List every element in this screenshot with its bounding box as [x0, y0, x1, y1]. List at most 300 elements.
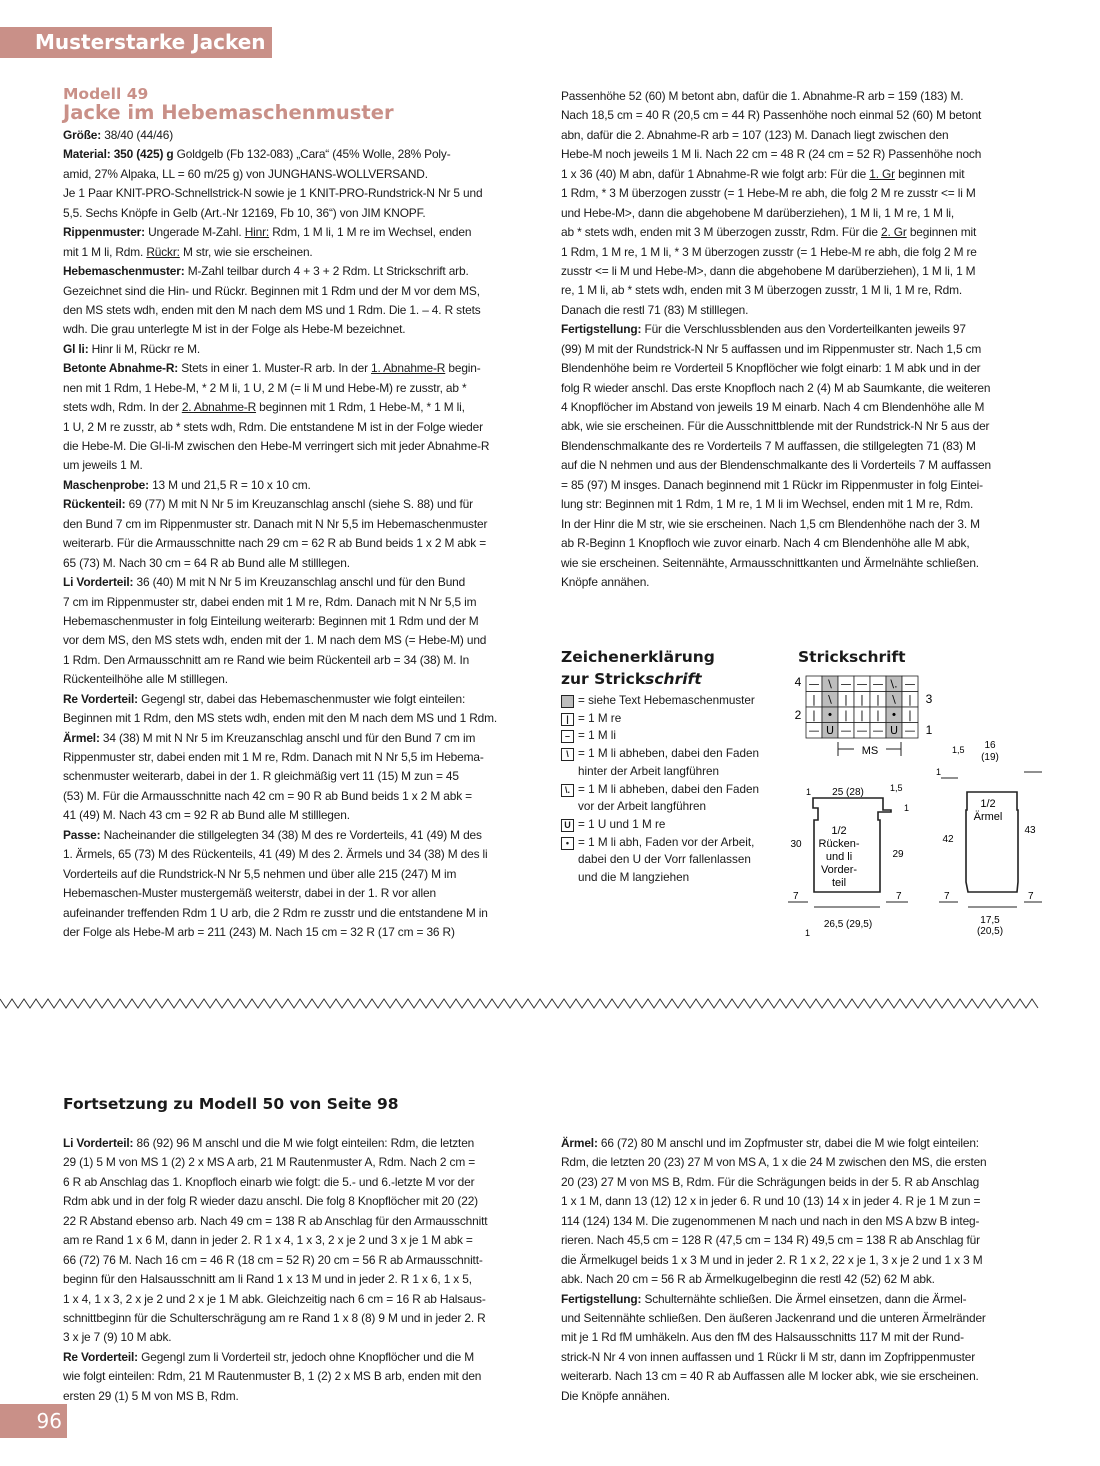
text-line — [63, 554, 541, 573]
text-line — [63, 806, 541, 825]
text-line — [63, 165, 541, 184]
text-line — [63, 262, 541, 281]
body-label-2: Rücken- — [818, 838, 860, 850]
text-line — [561, 573, 1041, 592]
text-run: Gegengl str, dabei das Hebemaschenmuster wie folgt einteilen: — [138, 691, 466, 706]
text-line — [63, 573, 541, 592]
text-run: 3 x je 7 (9) 10 M abk. — [63, 1330, 172, 1345]
text-run: M str, wie sie erscheinen. — [179, 244, 313, 259]
body-schematic — [788, 783, 909, 938]
chart-cell-symbol: \. — [890, 677, 898, 691]
text-line — [561, 184, 1041, 203]
text-run: Passenhöhe 52 (60) M betont abn, dafür die 1. Abnahme-R arb = 159 (183) M. — [561, 89, 964, 103]
text-run: zusstr <= li M und Hebe-M>, dann die abgehobene M darüberziehen), 1 M li, 1 M — [561, 263, 976, 278]
text-run: 29 (1) 5 M von MS 1 (2) 2 x MS A arb, 21 M Rautenmuster A, Rdm. Nach 2 cm = — [63, 1155, 476, 1170]
term-label: Hebemaschenmuster: — [63, 264, 185, 279]
chart-cell-symbol: — — [840, 677, 852, 691]
term-label: Li Vorderteil: — [63, 1136, 134, 1150]
text-line — [561, 417, 1041, 436]
text-run: 1 Rdm, * 3 M überzogen zusstr (= 1 Hebe-M re abh, die folg 2 M re zusstr <= li M — [561, 186, 976, 201]
term-label: Fertigstellung: — [561, 1291, 642, 1306]
continuation-left-column — [63, 1134, 541, 1406]
text-run: Blendenschmalkante des re Vorderteils 7 M auffassen, die stillgelegten 71 (83) M — [561, 438, 976, 453]
legend-item-text: = 1 M li — [578, 729, 616, 743]
legend-list — [561, 692, 791, 887]
text-line — [63, 729, 541, 748]
legend-title — [561, 646, 715, 690]
text-run: 1 x 36 (40) M abn, dafür 1 Abnahme-R wie folgt arb: Für die — [561, 166, 870, 181]
legend-item — [561, 727, 791, 745]
body-top-width: 25 (28) — [832, 787, 864, 798]
sleeve-right-rib: 7 — [1028, 891, 1034, 902]
text-line — [63, 631, 541, 650]
vertical-bar-icon: | — [561, 713, 574, 726]
text-line — [63, 340, 541, 359]
text-run: Je 1 Paar KNIT-PRO-Schnellstrick-N sowie je 1 KNIT-PRO-Rundstrick-N Nr 5 und — [63, 186, 483, 201]
text-run: Rippenmuster str, dabei enden mit 1 M re, Rdm. Danach mit N Nr 5,5 im Hebema- — [63, 750, 484, 764]
row-label-3: 3 — [925, 692, 933, 706]
text-run: um jeweils 1 M. — [63, 458, 143, 473]
text-line — [63, 826, 541, 845]
text-line — [63, 1387, 541, 1406]
text-line — [561, 1192, 1041, 1211]
text-run: Goldgelb (Fb 132-083) „Cara“ (45% Wolle, 28% Poly- — [173, 147, 451, 162]
text-run: 6 R ab Anschlag das 1. Knopfloch einarb wie folgt: die 5.- und 6.-letzte M vor der — [63, 1174, 475, 1189]
chart-cell-symbol: | — [812, 693, 816, 706]
continuation-heading: Fortsetzung zu Modell 50 von Seite 98 — [63, 1095, 399, 1113]
sleeve-right-height: 43 — [1024, 825, 1036, 836]
text-run: 36 (40) M mit N Nr 5 im Kreuzanschlag anschl und für den Bund — [133, 575, 466, 590]
legend-item-text: vor der Arbeit langführen — [578, 800, 706, 814]
text-run: abk. Nach 20 cm = 56 R ab Ärmelkugelbeginn die restl 42 (52) 62 M abk. — [561, 1272, 935, 1287]
chart-cell-symbol: — — [872, 724, 884, 737]
sleeve-schematic — [936, 740, 1042, 937]
text-run: am re Rand 1 x 6 M, dann in jeder 2. R 1 x 4, 1 x 3, 2 x je 2 und 3 x je 1 M abk = — [63, 1233, 473, 1248]
text-line — [561, 1153, 1041, 1172]
text-line — [63, 884, 541, 903]
text-run: Hebemaschen-Muster mustergemäß weiterstr, dabei in der 1. R vor allen — [63, 886, 436, 901]
text-line — [561, 243, 1041, 262]
row-label-1: 1 — [925, 723, 933, 737]
legend-item — [561, 710, 791, 728]
term-label: Li Vorderteil: — [63, 575, 134, 590]
model-title: Jacke im Hebemaschenmuster — [63, 101, 394, 124]
row-label-2: 2 — [794, 708, 802, 722]
text-line — [63, 437, 541, 456]
text-line — [561, 87, 1041, 106]
text-run: strick-N Nr 4 von innen auffassen und 1 Rückr li M str, dann im Zopfrippenmuster — [561, 1349, 976, 1364]
text-run: vor dem MS, den MS stets wdh, enden mit der 1. M nach dem MS (= Hebe-M) und — [63, 633, 487, 648]
zigzag-divider — [0, 996, 1100, 1010]
sleeve-label-1: 1/2 — [980, 798, 996, 810]
legend-title-line2 — [561, 668, 715, 690]
text-line — [63, 787, 541, 806]
text-run: aufeinander treffenden Rdm 1 U arb, die 2 Rdm re zusstr und die entstandene M in — [63, 905, 488, 920]
body-right-rib: 7 — [896, 891, 902, 902]
term-label: Ärmel: — [561, 1136, 598, 1150]
text-line — [63, 534, 541, 553]
text-line — [63, 1309, 541, 1328]
body-left-height: 30 — [790, 839, 802, 850]
chart-cell-symbol: | — [908, 708, 912, 722]
text-run: 1 x 1 M, dann 13 (12) 12 x in jeder 6. R und 10 (13) 14 x in jeder 4. R je 1 M zun = — [561, 1194, 981, 1209]
text-run: den MS stets wdh, enden mit den M nach dem MS und 1 Rdm. Die 1. – 4. R stets — [63, 302, 481, 317]
text-line — [63, 1153, 541, 1172]
text-line — [63, 767, 541, 786]
text-run: schnittbeginn für die Schulterschrägung am re Rand 1 x 8 (8) 9 M und in jeder 2. R — [63, 1310, 486, 1325]
legend-title-prefix: zur Strick — [561, 670, 646, 688]
text-run: und Hebe-M>, dann die abgehobene M darüberziehen), 1 M li, 1 M re, 1 M li, — [561, 205, 955, 220]
chart-cell-symbol: — — [856, 724, 868, 737]
body-top-step: 1 — [904, 803, 910, 813]
chart-cell-symbol: | — [876, 708, 880, 722]
chart-cell-symbol: \ — [828, 677, 832, 691]
chart-cell-symbol: — — [840, 724, 852, 737]
text-line — [561, 554, 1041, 573]
legend-title-suffix: schrift — [645, 670, 702, 688]
text-run: Rdm, die letzten 20 (23) 27 M von MS A, 1 x die 24 M zwischen den MS, die ersten — [561, 1155, 987, 1170]
text-line — [63, 184, 541, 203]
sleeve-label-2: Ärmel — [973, 811, 1003, 823]
text-line — [561, 1290, 1041, 1309]
text-line — [561, 534, 1041, 553]
text-line — [561, 126, 1041, 145]
legend-item-text: = 1 M li abheben, dabei den Faden — [578, 782, 759, 796]
chart-title: Strickschrift — [798, 648, 906, 666]
text-run: Blendenhöhe beim re Vorderteil 5 Knopflöcher wie folgt einarb: 1 M abk und in der — [561, 361, 981, 376]
sleeve-left-rib: 7 — [944, 891, 950, 902]
sleeve-bottom: 17,5 — [980, 915, 1000, 926]
body-left-rib: 7 — [793, 891, 799, 902]
u-icon: U — [561, 819, 574, 832]
text-run: 66 (72) 80 M anschl und im Zopfmuster str, dabei die M wie folgt einteilen: — [597, 1136, 979, 1150]
text-run: der Folge als Hebe-M arb = 211 (243) M. Nach 15 cm = 32 R (17 cm = 36 R) — [63, 924, 455, 939]
text-line — [561, 262, 1041, 281]
text-line — [63, 1251, 541, 1270]
chart-cell-symbol: \ — [892, 693, 896, 706]
legend-item — [561, 745, 791, 780]
chart-cell-symbol: | — [860, 708, 864, 722]
text-run: 1 x 4, 1 x 3, 2 x je 2 und 2 x je 1 M abk. Gleichzeitig nach 6 cm = 16 R ab Halsaus- — [63, 1291, 486, 1306]
text-line — [561, 495, 1041, 514]
section-banner: Musterstarke Jacken — [0, 27, 272, 58]
text-line — [561, 379, 1041, 398]
text-run: 1 Rdm. Den Armausschnitt am re Rand wie beim Rückenteil arb = 34 (38) M. In — [63, 652, 470, 667]
text-line — [561, 515, 1041, 534]
text-line — [63, 223, 541, 242]
body-label-4: Vorder- — [820, 864, 858, 876]
text-line — [63, 243, 541, 262]
term-label: Maschenprobe: — [63, 477, 149, 492]
text-run: 5,5. Sechs Knöpfe in Gelb (Art.-Nr 12169, Fb 10, 36“) von JIM KNOPF. — [63, 205, 426, 220]
text-run: und Seitennähte schließen. Den äußeren Jackenrand und die unteren Ärmelränder — [561, 1310, 986, 1325]
legend-title-line1: Zeichenerklärung — [561, 648, 715, 666]
text-run: die Ärmelkugel beids 1 x 3 M und in jeder 2. R 1 x 2, 22 x je 1, 3 x je 2 und 1 x 3 M — [561, 1252, 983, 1267]
text-run: Rdm, 1 M li, 1 M re im Wechsel, enden — [269, 225, 472, 240]
chart-grid — [806, 676, 918, 738]
text-line — [63, 1212, 541, 1231]
text-run: mit je 1 Rd fM umhäkeln. Aus den fM des Halsausschnitts 117 M mit der Rund- — [561, 1330, 964, 1345]
chart-cell-symbol: | — [812, 708, 816, 722]
body-top-step-left: 1 — [806, 787, 812, 797]
legend-item — [561, 834, 791, 887]
text-run: 1 U, 2 M re zusstr, ab * stets wdh, Rdm. Die entstandene M ist in der Folge wieder — [63, 419, 483, 434]
text-run: wie folgt einteilen: Rdm, 21 M Rautenmuster B, 1 (2) 2 x MS B arb, enden mit den — [63, 1369, 482, 1384]
text-run: 38/40 (44/46) — [101, 128, 174, 142]
text-run: 69 (77) M mit N Nr 5 im Kreuzanschlag anschl (siehe S. 88) und für — [125, 497, 473, 512]
underlined-term: Rückr: — [146, 244, 180, 259]
chart-cell-symbol: \ — [828, 693, 832, 706]
legend-item-text: = 1 M li abh, Faden vor der Arbeit, — [578, 835, 755, 849]
legend-item — [561, 816, 791, 834]
text-line — [561, 359, 1041, 378]
text-run: 22 R Abstand ebenso arb. Nach 49 cm = 138 R ab Anschlag für den Armausschnitt — [63, 1213, 488, 1228]
text-line — [63, 1367, 541, 1386]
sleeve-top-sub: (19) — [981, 752, 999, 763]
text-run: In der Hinr die M str, wie sie erscheinen. Nach 1,5 cm Blendenhöhe nach der 3. M — [561, 516, 980, 531]
text-line — [63, 320, 541, 339]
chart-cell-symbol: — — [872, 677, 884, 691]
legend-item-text: dabei den U der Vorr fallenlassen — [578, 853, 751, 867]
text-run: begin- — [445, 361, 481, 376]
term-label: Rückenteil: — [63, 497, 126, 512]
legend-item-text: = 1 M li abheben, dabei den Faden — [578, 747, 759, 761]
text-line — [63, 593, 541, 612]
text-line — [63, 301, 541, 320]
model-number: Modell 49 — [63, 85, 149, 103]
chart-cell-symbol: — — [856, 677, 868, 691]
chart-cell-symbol: | — [844, 693, 848, 706]
term-label: Rippenmuster: — [63, 225, 145, 240]
diagonal-icon: \ — [561, 748, 574, 761]
text-line — [63, 145, 541, 164]
chart-cell-symbol: • — [890, 708, 898, 722]
text-line — [561, 1367, 1041, 1386]
term-label: Re Vorderteil: — [63, 691, 138, 706]
text-line — [561, 1251, 1041, 1270]
text-run: amid, 27% Alpaka, LL = 60 m/25 g) von JUNGHANS-WOLLVERSAND. — [63, 166, 428, 181]
text-line — [561, 1387, 1041, 1406]
legend-item-text: = siehe Text Hebemaschenmuster — [578, 694, 755, 707]
text-run: (53) M. Für die Armausschnitte nach 42 cm = 90 R ab Bund beids 1 x 2 M abk = — [63, 788, 472, 803]
chart-cell-symbol: — — [904, 724, 916, 737]
sleeve-top-step: 1 — [936, 767, 942, 777]
text-line — [63, 126, 541, 145]
text-line — [561, 320, 1041, 339]
text-line — [561, 456, 1041, 475]
text-line — [63, 204, 541, 223]
text-run: weiterarb. Nach 13 cm = 40 R ab Auffassen alle M locker abk, wie sie erscheinen. — [561, 1369, 979, 1384]
text-line — [63, 865, 541, 884]
horizontal-bar-icon: – — [561, 730, 574, 743]
underlined-term: Hinr: — [244, 225, 270, 240]
underlined-term: 2. Abnahme-R — [181, 400, 257, 415]
text-line — [63, 651, 541, 670]
text-line — [561, 1173, 1041, 1192]
text-run: = 85 (97) M insges. Danach beginnend mit 1 Rückr im Rippenmuster in folg Eintei- — [561, 477, 983, 492]
text-line — [63, 515, 541, 534]
text-line — [561, 437, 1041, 456]
chart-cell-symbol: U — [825, 724, 835, 737]
text-line — [63, 904, 541, 923]
text-run: die Hebe-M. Die Gl-li-M zwischen den Hebe-M verringert sich mit jeder Abnahme-R — [63, 439, 490, 453]
text-line — [63, 748, 541, 767]
text-line — [63, 1231, 541, 1250]
text-run: 1. Ärmels, 65 (73) M des Rückenteils, 41 (49) M des 2. Ärmels und 34 (38) M des li — [63, 847, 488, 862]
body-bottom-step: 1 — [805, 928, 811, 938]
text-run: Stets in einer 1. Muster-R arb. In der — [178, 361, 372, 376]
term-label: Material: 350 (425) g — [63, 147, 174, 162]
text-run: lung str: Beginnen mit 1 Rdm, 1 M re, 1 M li im Wechsel, enden mit 1 M re, Rdm. — [561, 497, 974, 512]
text-run: Knöpfe annähen. — [561, 574, 650, 589]
legend-item — [561, 781, 791, 816]
term-label: Größe: — [63, 128, 102, 142]
text-line — [63, 379, 541, 398]
text-run: beginn für den Halsausschnitt am li Rand 1 x 13 M und in jeder 2. R 1 x 6, 1 x 5, — [63, 1272, 472, 1287]
text-run: stets wdh, Rdm. In der — [63, 400, 182, 415]
text-run: schenmuster weiterarb, dabei in der 1. R gleichmäßig vert 11 (15) M zun = 45 — [63, 769, 459, 784]
body-label-5: teil — [831, 877, 847, 889]
text-line — [63, 1134, 541, 1153]
text-run: Hebemaschenmuster in folg Einteilung weiterarb: Beginnen mit 1 Rdm und der M — [63, 613, 479, 628]
term-label: Gl li: — [63, 341, 89, 356]
instructions-right-column — [561, 87, 1041, 592]
text-run: Nacheinander die stillgelegten 34 (38) M des re Vorderteils, 41 (49) M des — [100, 827, 482, 842]
text-run: (99) M mit der Rundstrick-N Nr 5 auffassen und im Rippenmuster str. Nach 1,5 cm — [561, 341, 982, 356]
text-line — [561, 1309, 1041, 1328]
text-line — [63, 359, 541, 378]
body-label-3: und li — [825, 851, 853, 863]
text-run: 13 M und 21,5 R = 10 x 10 cm. — [148, 477, 311, 492]
text-line — [561, 476, 1041, 495]
body-right-height: 29 — [892, 849, 904, 860]
underlined-term: 1. Gr — [869, 166, 895, 181]
chart-cell-symbol: • — [826, 708, 834, 722]
text-line — [63, 1328, 541, 1347]
text-run: M-Zahl teilbar durch 4 + 3 + 2 Rdm. Lt Strickschrift arb. — [184, 264, 469, 279]
text-run: 20 (23) 27 M von MS B, Rdm. Für die Schrägungen beids in der 5. R ab Anschlag — [561, 1174, 980, 1189]
text-line — [561, 301, 1041, 320]
text-line — [63, 1173, 541, 1192]
chart-cell-symbol: | — [876, 693, 880, 706]
text-run: beginnen mit — [894, 166, 965, 181]
text-run: Gezeichnet sind die Hin- und Rückr. Beginnen mit 1 Rdm und der M vor dem MS, — [63, 283, 480, 298]
text-line — [63, 495, 541, 514]
text-line — [561, 398, 1041, 417]
term-label: Ärmel: — [63, 730, 100, 745]
text-run: Hinr li M, Rückr re M. — [88, 341, 201, 356]
text-run: 7 cm im Rippenmuster str, dabei enden mit 1 M re, Rdm. Danach mit N Nr 5,5 im — [63, 594, 477, 609]
body-bottom-width: 26,5 (29,5) — [823, 919, 873, 930]
text-run: beginnen mit — [906, 225, 977, 240]
text-run: 1 Rdm, 1 M re, 1 M li, * 3 M überzogen zusstr (= 1 Hebe-M re abh, die folg 2 M re — [561, 244, 977, 259]
text-run: re, 1 M li, ab * stets wdh, enden mit 3 M überzogen zusstr, 1 M li, 1 M re, Rdm. — [561, 283, 963, 298]
row-label-4: 4 — [794, 675, 802, 689]
text-run: Rdm abk und in der folg R wieder dazu anschl. Die folg 8 Knopflöcher mit 20 (22) — [63, 1194, 478, 1209]
repeat-label: MS — [861, 745, 879, 757]
text-run: Vorderteils auf die Rundstrick-N Nr 5,5 nehmen und über alle 215 (247) M im — [63, 866, 457, 881]
legend-item-text: hinter der Arbeit langführen — [578, 764, 719, 778]
text-run: den Bund 7 cm im Rippenmuster str. Danach mit N Nr 5,5 im Hebemaschenmuster — [63, 516, 488, 531]
instructions-left-column — [63, 126, 541, 942]
text-line — [63, 1348, 541, 1367]
underlined-term: 2. Gr — [880, 225, 907, 240]
text-line — [63, 709, 541, 728]
text-run: 4 Knopflöcher im Abstand von jeweils 19 M einarb. Nach 4 cm Blendenhöhe alle M — [561, 400, 985, 414]
text-run: Nach 18,5 cm = 40 R (20,5 cm = 44 R) Passenhöhe noch einmal 52 (60) M betont — [561, 108, 982, 123]
text-line — [63, 282, 541, 301]
chart-cell-symbol: U — [889, 724, 899, 737]
text-run: abk, wie sie erscheinen. Für die Ausschnittblende mit der Rundstrick-N Nr 5 aus der — [561, 419, 990, 434]
text-run: ersten 29 (1) 5 M von MS B, Rdm. — [63, 1388, 239, 1403]
text-line — [63, 1290, 541, 1309]
text-run: Ungerade M-Zahl. — [144, 225, 245, 240]
chart-cell-symbol: — — [904, 677, 916, 691]
text-line — [561, 1328, 1041, 1347]
page-number: 96 — [0, 1404, 67, 1438]
text-run: Hebe-M noch jeweils 1 M li. Nach 22 cm = 48 R (24 cm = 52 R) Passenhöhe noch — [561, 147, 982, 162]
continuation-right-column — [561, 1134, 1041, 1406]
garment-schematic — [780, 740, 1070, 945]
text-run: rieren. Nach 45,5 cm = 128 R (47,5 cm = 134 R) 49,5 cm = 138 R ab Anschlag für — [561, 1233, 980, 1248]
text-run: 41 (49) M. Nach 43 cm = 92 R ab Bund alle M stilllegen. — [63, 808, 350, 823]
text-line — [63, 670, 541, 689]
text-line — [561, 1348, 1041, 1367]
text-line — [561, 1134, 1041, 1153]
text-run: nen mit 1 Rdm, 1 Hebe-M, * 2 M li, 1 U, 2 M (= li M und Hebe-M) re zusstr, ab * — [63, 380, 467, 395]
text-run: wie sie erscheinen. Seitennähte, Armausschnittkanten und Ärmelnähte schließen. — [561, 555, 979, 570]
text-run: 65 (73) M. Nach 30 cm = 64 R ab Bund alle M stilllegen. — [63, 555, 350, 570]
text-line — [63, 690, 541, 709]
text-line — [63, 418, 541, 437]
body-label-1: 1/2 — [831, 825, 847, 837]
term-label: Betonte Abnahme-R: — [63, 361, 179, 376]
text-run: 86 (92) 96 M anschl und die M wie folgt einteilen: Rdm, die letzten — [133, 1136, 475, 1150]
text-line — [561, 340, 1041, 359]
text-run: 34 (38) M mit N Nr 5 im Kreuzanschlag anschl und für den Bund 7 cm im — [99, 730, 476, 745]
sleeve-bottom-sub: (20,5) — [976, 926, 1004, 937]
sleeve-top-left: 1,5 — [952, 745, 965, 755]
dot-icon: • — [561, 837, 574, 850]
chart-cell-symbol: | — [860, 693, 864, 706]
sleeve-top: 16 — [984, 740, 996, 751]
text-line — [63, 923, 541, 942]
text-line — [561, 1231, 1041, 1250]
text-line — [63, 1270, 541, 1289]
term-label: Passe: — [63, 827, 101, 842]
legend-item-text: = 1 M re — [578, 711, 622, 725]
term-label: Re Vorderteil: — [63, 1349, 138, 1364]
text-line — [63, 1192, 541, 1211]
text-run: 66 (72) 76 M. Nach 16 cm = 46 R (18 cm = 52 R) 20 cm = 56 R ab Armausschnitt- — [63, 1252, 483, 1267]
text-run: Rückenteilhöhe alle M stilllegen. — [63, 672, 228, 687]
text-run: Die Knöpfe annähen. — [561, 1388, 670, 1403]
chart-cell-symbol: | — [844, 708, 848, 722]
text-line — [561, 1270, 1041, 1289]
legend-item-text: = 1 U und 1 M re — [578, 817, 666, 831]
diagonal-dot-icon: \. — [561, 784, 574, 797]
text-run: wdh. Die grau unterlegte M ist in der Folge als Hebe-M bezeichnet. — [63, 322, 406, 337]
legend-item-text: und die M langziehen — [578, 871, 690, 885]
text-run: abn, dafür die 2. Abnahme-R arb = 107 (123) M. Danach liegt zwischen den — [561, 127, 949, 142]
chart-cell-symbol: | — [908, 693, 912, 706]
text-line — [63, 612, 541, 631]
text-line — [561, 223, 1041, 242]
text-line — [63, 476, 541, 495]
text-run: 114 (124) 134 M. Die zugenommenen M nach und nach in den MS A bzw B integ- — [561, 1213, 980, 1228]
text-line — [561, 165, 1041, 184]
text-run: beginnen mit 1 Rdm, 1 Hebe-M, * 1 M li, — [256, 400, 465, 415]
